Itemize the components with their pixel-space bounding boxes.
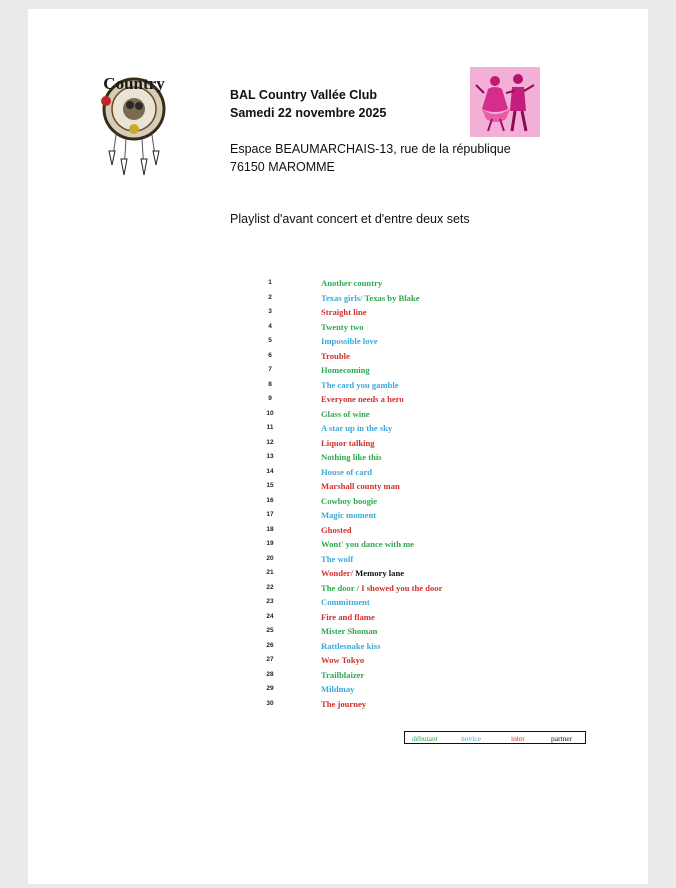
title-part: Texas girls/ — [321, 292, 365, 303]
title-part: Ghosted — [321, 524, 352, 535]
playlist-title — [321, 653, 364, 668]
title-part: Another country — [321, 278, 383, 288]
playlist-title — [321, 363, 370, 378]
playlist-number: 24 — [266, 612, 274, 620]
playlist-number: 9 — [268, 395, 272, 402]
playlist-title — [321, 639, 380, 654]
document-page — [28, 9, 648, 884]
playlist-number: 28 — [266, 670, 274, 678]
playlist-number: 16 — [266, 496, 274, 504]
title-part: The journey — [321, 698, 367, 709]
club-logo — [86, 67, 182, 179]
title-part: Mister Shoman — [321, 626, 378, 636]
title-part: Twenty two — [321, 321, 364, 332]
title-part: Trailblaizer — [321, 669, 365, 680]
playlist-title — [321, 668, 364, 683]
playlist-number: 3 — [268, 308, 272, 315]
logo-text: Country — [103, 74, 165, 93]
title-part: The card you gamble — [321, 379, 399, 390]
title-part: Memory lane — [355, 568, 405, 578]
playlist-number: 21 — [266, 569, 274, 576]
title-part: Fire and flame — [321, 611, 375, 622]
playlist-number: 2 — [268, 293, 272, 301]
title-part: Homecoming — [321, 365, 370, 375]
event-date: Samedi 22 novembre 2025 — [230, 106, 387, 120]
title-part: Liquor talking — [321, 437, 375, 448]
playlist-title — [321, 697, 366, 712]
playlist-number: 26 — [266, 641, 274, 649]
playlist-number: 15 — [266, 482, 274, 489]
title-part: The wolf — [321, 553, 354, 564]
playlist-title — [321, 566, 404, 581]
playlist-title — [321, 392, 404, 407]
title-part: Impossible love — [321, 336, 378, 346]
playlist-title — [321, 494, 377, 509]
playlist-number: 18 — [266, 525, 274, 533]
title-part: Cowboy boogie — [321, 495, 378, 506]
title-part: Wonder/ — [321, 568, 356, 578]
playlist-title — [321, 436, 375, 451]
playlist-number: 20 — [266, 554, 274, 562]
playlist-title — [321, 320, 364, 335]
playlist-number: 23 — [266, 598, 274, 605]
playlist-title — [321, 479, 400, 494]
playlist-subtitle: Playlist d'avant concert et d'entre deux sets — [230, 212, 470, 226]
club-title: BAL Country Vallée Club — [230, 88, 378, 102]
title-part: Wow Tokyo — [321, 655, 365, 665]
title-part: Everyone needs a hero — [321, 394, 404, 404]
playlist-title — [321, 682, 354, 697]
playlist-title — [321, 523, 352, 538]
title-part: The door / — [321, 582, 362, 593]
playlist-number: 4 — [268, 322, 272, 330]
playlist-number: 14 — [266, 467, 274, 475]
playlist-title — [321, 610, 375, 625]
title-part: Mildmay — [321, 684, 355, 694]
title-part: I showed you the door — [361, 582, 443, 593]
title-part: Magic moment — [321, 510, 377, 520]
playlist-number: 1 — [268, 279, 272, 286]
title-part: Wont' you dance with me — [321, 539, 415, 549]
playlist-number: 17 — [266, 511, 274, 518]
title-part: Straight line — [321, 307, 367, 317]
title-part: Texas by Blake — [364, 292, 420, 303]
legend-debutant: débutant — [412, 734, 438, 743]
playlist-number: 7 — [268, 366, 272, 373]
playlist-title — [321, 537, 414, 552]
playlist-title — [321, 508, 376, 523]
playlist-title — [321, 291, 420, 306]
address-line-2: 76150 MAROMME — [230, 160, 335, 174]
playlist-title — [321, 407, 370, 422]
title-part: A star up in the sky — [321, 423, 393, 433]
playlist-title — [321, 552, 353, 567]
dancers-image — [470, 67, 540, 137]
playlist-title — [321, 450, 382, 465]
playlist-number: 25 — [266, 627, 274, 634]
playlist-title — [321, 624, 377, 639]
title-part: Glass of wine — [321, 408, 370, 419]
title-part: Marshall county man — [321, 481, 400, 491]
legend-partner: partner — [551, 734, 573, 743]
legend-inter: inter — [511, 734, 525, 743]
playlist-title — [321, 378, 399, 393]
playlist-title — [321, 349, 350, 364]
playlist-number: 19 — [266, 540, 274, 547]
legend-novice: novice — [461, 734, 481, 743]
playlist-number: 5 — [268, 337, 272, 344]
playlist-title — [321, 334, 378, 349]
playlist-title — [321, 581, 442, 596]
playlist-title — [321, 276, 382, 291]
playlist-number: 10 — [266, 409, 274, 417]
playlist-number: 8 — [268, 380, 272, 388]
title-part: House of card — [321, 466, 373, 477]
playlist-number: 29 — [266, 685, 274, 692]
playlist-number: 30 — [266, 699, 274, 707]
playlist-title — [321, 421, 392, 436]
title-part: Trouble — [321, 350, 350, 361]
playlist-title — [321, 305, 367, 320]
playlist-number: 11 — [266, 424, 274, 431]
playlist-number: 22 — [266, 583, 274, 591]
playlist-number: 27 — [266, 656, 274, 663]
playlist-number: 6 — [268, 351, 272, 359]
playlist-title — [321, 465, 372, 480]
playlist-number: 13 — [266, 453, 274, 460]
playlist-number: 12 — [266, 438, 274, 446]
title-part: Commitment — [321, 597, 370, 607]
title-part: Rattlesnake kiss — [321, 640, 381, 651]
playlist-title — [321, 595, 370, 610]
title-part: Nothing like this — [321, 452, 382, 462]
level-legend — [404, 731, 586, 744]
address-line-1: Espace BEAUMARCHAIS-13, rue de la république — [230, 142, 511, 156]
